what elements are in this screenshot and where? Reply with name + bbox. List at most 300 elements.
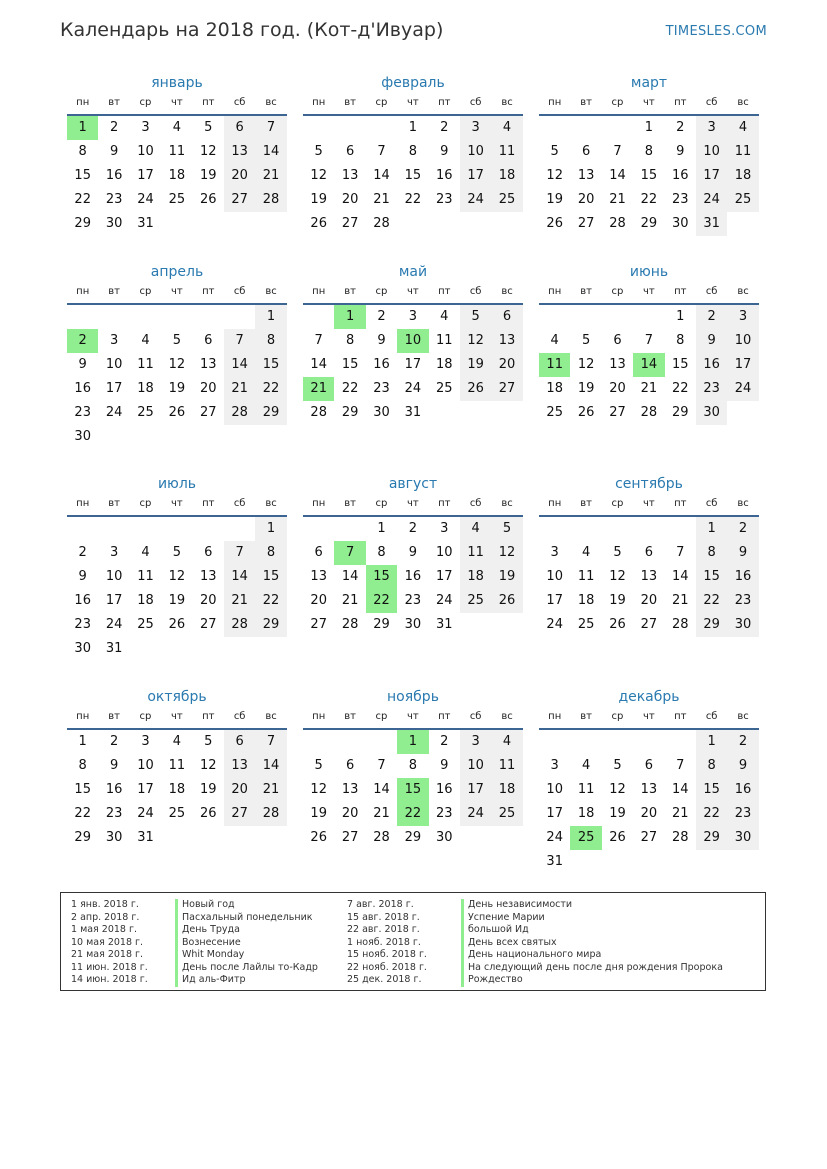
month-block — [539, 473, 759, 637]
day-cell: 21 — [373, 192, 390, 207]
empty-cell — [130, 637, 161, 661]
day-cell: 13 — [640, 569, 658, 584]
month-block — [67, 686, 287, 850]
month-name: октябрь — [147, 689, 207, 705]
day-cell: 6 — [224, 116, 255, 140]
weekday-label: пт — [438, 286, 451, 297]
day-cell: 13 — [224, 754, 255, 778]
legend-dates-left — [71, 899, 148, 987]
day-cell: 16 — [671, 168, 689, 183]
empty-cell — [224, 826, 255, 850]
day-cell: 17 — [105, 381, 123, 396]
weekday-label: чт — [407, 97, 419, 108]
day-cell: 23 — [373, 381, 390, 396]
day-cell: 23 — [435, 192, 453, 207]
empty-cell — [303, 305, 334, 329]
week-row — [539, 305, 759, 329]
day-cell: 5 — [314, 758, 323, 773]
day-cell: 16 — [435, 168, 453, 183]
day-cell: 26 — [491, 589, 522, 613]
day-cell: 10 — [460, 140, 491, 164]
holiday-day-cell: 2 — [67, 329, 98, 353]
day-cell: 3 — [460, 730, 491, 754]
empty-cell — [539, 517, 570, 541]
week-row — [539, 140, 759, 164]
day-cell: 15 — [696, 778, 727, 802]
legend-date: 10 мая 2018 г. — [71, 936, 144, 948]
day-cell: 17 — [105, 593, 123, 608]
weekday-label: ср — [139, 97, 152, 108]
month-block — [303, 686, 523, 850]
day-cell: 2 — [440, 734, 449, 749]
day-cell: 25 — [137, 617, 154, 632]
legend-holiday-name: Вознесение — [175, 937, 318, 950]
day-cell: 10 — [696, 140, 727, 164]
day-cell: 17 — [137, 782, 154, 797]
month-name: январь — [151, 75, 203, 91]
empty-cell — [366, 730, 397, 754]
day-cell: 31 — [435, 617, 453, 632]
day-cell: 30 — [74, 641, 91, 656]
day-cell: 20 — [199, 381, 217, 396]
empty-cell — [98, 425, 129, 449]
week-row — [303, 212, 523, 236]
day-cell: 28 — [671, 617, 689, 632]
day-cell: 26 — [199, 192, 217, 207]
day-cell: 20 — [199, 593, 217, 608]
legend-date: 25 дек. 2018 г. — [347, 974, 422, 985]
day-cell: 21 — [640, 381, 658, 396]
day-cell: 8 — [676, 333, 685, 348]
weekday-label: сб — [469, 286, 482, 297]
week-row — [67, 305, 287, 329]
day-cell: 11 — [460, 541, 491, 565]
day-cell: 8 — [78, 758, 87, 773]
day-cell: 7 — [377, 758, 386, 773]
empty-cell — [429, 212, 460, 236]
legend-date: 1 янв. 2018 г. — [71, 899, 139, 910]
empty-cell — [193, 637, 224, 661]
month-block — [303, 261, 523, 425]
day-cell: 22 — [696, 589, 727, 613]
day-cell: 20 — [341, 806, 359, 821]
week-row — [67, 140, 287, 164]
weekday-label: сб — [233, 711, 246, 722]
day-cell: 6 — [644, 758, 653, 773]
week-row — [539, 188, 759, 212]
weekday-label: пн — [76, 711, 90, 722]
day-cell: 21 — [671, 806, 689, 821]
day-cell: 26 — [609, 617, 626, 632]
day-cell: 6 — [491, 305, 522, 329]
empty-cell — [491, 613, 522, 637]
week-row — [67, 802, 287, 826]
day-cell: 17 — [404, 357, 422, 372]
day-cell: 11 — [137, 357, 154, 372]
day-cell: 19 — [199, 782, 217, 797]
weekday-label: пн — [548, 286, 562, 297]
day-cell: 23 — [404, 593, 422, 608]
legend-date: 11 июн. 2018 г. — [71, 961, 148, 973]
day-cell: 20 — [224, 164, 255, 188]
month-name: декабрь — [618, 689, 680, 705]
weekday-header — [539, 94, 759, 116]
day-cell: 4 — [141, 333, 150, 348]
day-cell: 9 — [78, 569, 87, 584]
day-cell: 1 — [255, 305, 286, 329]
day-cell: 13 — [310, 569, 327, 584]
week-row — [67, 517, 287, 541]
day-cell: 23 — [74, 405, 91, 420]
day-cell: 25 — [168, 806, 186, 821]
empty-cell — [161, 425, 192, 449]
day-cell: 5 — [204, 734, 213, 749]
day-cell: 6 — [644, 545, 653, 560]
day-cell: 27 — [224, 802, 255, 826]
weekday-label: вс — [265, 97, 277, 108]
week-row — [539, 541, 759, 565]
weekday-header — [539, 708, 759, 730]
day-cell: 29 — [671, 405, 689, 420]
empty-cell — [491, 401, 522, 425]
weekday-label: вс — [265, 498, 277, 509]
day-cell: 2 — [727, 517, 758, 541]
weekday-label: сб — [469, 711, 482, 722]
week-row — [539, 353, 759, 377]
day-cell: 2 — [109, 734, 119, 749]
day-cell: 14 — [224, 565, 255, 589]
day-cell: 18 — [491, 164, 522, 188]
day-cell: 8 — [255, 541, 286, 565]
day-cell: 25 — [137, 405, 154, 420]
day-cell: 13 — [640, 782, 658, 797]
day-cell: 25 — [460, 589, 491, 613]
weekday-label: пт — [202, 97, 215, 108]
day-cell: 14 — [373, 782, 390, 797]
legend-date: 1 нояб. 2018 г. — [347, 936, 421, 948]
day-cell: 15 — [255, 565, 286, 589]
empty-cell — [334, 517, 365, 541]
day-cell: 14 — [255, 754, 286, 778]
day-cell: 21 — [255, 778, 286, 802]
day-cell: 14 — [373, 168, 390, 183]
day-cell: 18 — [137, 593, 154, 608]
empty-cell — [303, 730, 334, 754]
day-cell: 30 — [404, 617, 422, 632]
empty-cell — [255, 826, 286, 850]
week-row — [67, 589, 287, 613]
day-cell: 17 — [727, 353, 758, 377]
day-cell: 14 — [609, 168, 626, 183]
empty-cell — [303, 517, 334, 541]
day-cell: 11 — [727, 140, 758, 164]
day-cell: 22 — [341, 381, 359, 396]
empty-cell — [130, 517, 161, 541]
day-cell: 14 — [341, 569, 359, 584]
day-cell: 20 — [310, 593, 327, 608]
day-cell: 30 — [696, 401, 727, 425]
weekday-label: пт — [202, 711, 215, 722]
day-cell: 27 — [341, 216, 359, 231]
weekday-label: вт — [108, 498, 120, 509]
weekday-label: пт — [438, 498, 451, 509]
day-cell: 30 — [435, 830, 453, 845]
week-row — [303, 730, 523, 754]
weekday-label: вс — [737, 711, 749, 722]
day-cell: 17 — [460, 778, 491, 802]
day-cell: 14 — [671, 569, 689, 584]
day-cell: 24 — [460, 802, 491, 826]
weekday-label: пн — [548, 711, 562, 722]
day-cell: 14 — [671, 782, 689, 797]
day-cell: 28 — [373, 216, 390, 231]
day-cell: 20 — [491, 353, 522, 377]
month-block — [539, 72, 759, 236]
day-cell: 10 — [546, 569, 563, 584]
day-cell: 2 — [109, 120, 119, 135]
week-row — [303, 329, 523, 353]
day-cell: 3 — [460, 116, 491, 140]
day-cell: 28 — [255, 802, 286, 826]
day-cell: 7 — [224, 541, 255, 565]
week-row — [67, 329, 287, 353]
day-cell: 3 — [696, 116, 727, 140]
week-row — [539, 116, 759, 140]
month-block — [67, 72, 287, 236]
day-cell: 24 — [460, 188, 491, 212]
weekday-label: пн — [312, 286, 326, 297]
weekday-header — [303, 94, 523, 116]
empty-cell — [460, 401, 491, 425]
day-cell: 21 — [341, 593, 359, 608]
day-cell: 27 — [199, 405, 217, 420]
day-cell: 26 — [168, 617, 186, 632]
empty-cell — [67, 517, 98, 541]
day-cell: 13 — [491, 329, 522, 353]
holiday-day-cell: 15 — [397, 778, 428, 802]
month-block — [303, 72, 523, 236]
day-cell: 12 — [310, 168, 327, 183]
day-cell: 11 — [577, 782, 595, 797]
day-cell: 12 — [491, 541, 522, 565]
day-cell: 3 — [408, 309, 417, 324]
weekday-label: ср — [139, 711, 152, 722]
legend-holiday-name: Whit Monday — [175, 949, 318, 962]
brand-link[interactable]: TIMESLES.COM — [665, 24, 767, 39]
day-cell: 8 — [644, 144, 653, 159]
weekday-label: вс — [501, 711, 513, 722]
day-cell: 11 — [137, 569, 154, 584]
day-cell: 15 — [404, 168, 422, 183]
day-cell: 5 — [613, 758, 622, 773]
day-cell: 28 — [224, 401, 255, 425]
empty-cell — [460, 613, 491, 637]
week-row — [67, 377, 287, 401]
week-row — [67, 565, 287, 589]
week-row — [67, 754, 287, 778]
day-cell: 2 — [727, 730, 758, 754]
day-cell: 5 — [314, 144, 323, 159]
day-cell: 6 — [314, 545, 323, 560]
day-cell: 17 — [460, 164, 491, 188]
empty-cell — [602, 730, 633, 754]
week-row — [539, 401, 759, 425]
day-cell: 25 — [435, 381, 453, 396]
weekday-label: вт — [580, 498, 592, 509]
day-cell: 2 — [408, 521, 417, 536]
day-cell: 25 — [168, 192, 186, 207]
empty-cell — [161, 212, 192, 236]
week-row — [67, 164, 287, 188]
weekday-label: вт — [108, 711, 120, 722]
day-cell: 6 — [224, 730, 255, 754]
empty-cell — [397, 212, 428, 236]
empty-cell — [665, 517, 696, 541]
month-name: февраль — [381, 75, 445, 91]
day-cell: 21 — [255, 164, 286, 188]
day-cell: 20 — [640, 593, 658, 608]
empty-cell — [665, 850, 696, 874]
week-row — [303, 613, 523, 637]
day-cell: 31 — [105, 641, 123, 656]
weekday-label: пн — [76, 97, 90, 108]
holiday-day-cell: 7 — [334, 541, 365, 565]
day-cell: 25 — [727, 188, 758, 212]
week-row — [67, 637, 287, 661]
day-cell: 31 — [546, 854, 563, 869]
day-cell: 24 — [404, 381, 422, 396]
day-cell: 9 — [727, 754, 758, 778]
weekday-label: вс — [265, 711, 277, 722]
weekday-label: сб — [705, 498, 718, 509]
day-cell: 19 — [310, 192, 327, 207]
day-cell: 2 — [676, 120, 685, 135]
day-cell: 30 — [74, 429, 91, 444]
day-cell: 22 — [255, 377, 286, 401]
weekday-label: вт — [344, 286, 356, 297]
weekday-label: сб — [705, 711, 718, 722]
day-cell: 12 — [310, 782, 327, 797]
month-name: март — [630, 75, 668, 91]
week-row — [539, 565, 759, 589]
day-cell: 2 — [78, 545, 87, 560]
day-cell: 12 — [460, 329, 491, 353]
day-cell: 23 — [671, 192, 689, 207]
weekday-label: чт — [171, 711, 183, 722]
day-cell: 15 — [74, 782, 91, 797]
week-row — [67, 401, 287, 425]
day-cell: 6 — [204, 333, 213, 348]
day-cell: 24 — [137, 806, 154, 821]
weekday-label: сб — [469, 498, 482, 509]
day-cell: 8 — [78, 144, 87, 159]
day-cell: 5 — [491, 517, 522, 541]
day-cell: 20 — [224, 778, 255, 802]
weekday-label: ср — [375, 97, 388, 108]
weekday-label: вт — [108, 286, 120, 297]
day-cell: 12 — [199, 758, 217, 773]
day-cell: 23 — [105, 192, 123, 207]
empty-cell — [224, 305, 255, 329]
day-cell: 10 — [137, 144, 154, 159]
legend-holiday-name: День после Лайлы то-Кадр — [175, 962, 318, 975]
weekday-header — [67, 495, 287, 517]
weekday-label: ср — [611, 286, 624, 297]
day-cell: 25 — [491, 802, 522, 826]
day-cell: 28 — [609, 216, 626, 231]
weekday-label: пн — [312, 97, 326, 108]
month-block — [303, 473, 523, 637]
page-title: Календарь на 2018 год. (Кот-д'Ивуар) — [60, 19, 444, 41]
day-cell: 4 — [172, 734, 181, 749]
day-cell: 31 — [137, 830, 154, 845]
day-cell: 17 — [137, 168, 154, 183]
day-cell: 23 — [696, 377, 727, 401]
week-row — [303, 589, 523, 613]
weekday-header — [67, 708, 287, 730]
month-name: июнь — [629, 264, 669, 280]
day-cell: 12 — [546, 168, 563, 183]
day-cell: 7 — [676, 758, 685, 773]
empty-cell — [98, 305, 129, 329]
weekday-label: ср — [611, 711, 624, 722]
day-cell: 5 — [172, 333, 181, 348]
week-row — [303, 778, 523, 802]
weekday-label: пн — [312, 498, 326, 509]
day-cell: 27 — [199, 617, 217, 632]
week-row — [303, 377, 523, 401]
weekday-label: ср — [139, 498, 152, 509]
day-cell: 25 — [491, 188, 522, 212]
day-cell: 15 — [74, 168, 91, 183]
day-cell: 11 — [491, 754, 522, 778]
legend-date: 2 апр. 2018 г. — [71, 911, 140, 923]
month-name: июль — [157, 476, 197, 492]
day-cell: 28 — [671, 830, 689, 845]
day-cell: 16 — [727, 565, 758, 589]
month-name: сентябрь — [615, 476, 683, 492]
day-cell: 2 — [377, 309, 386, 324]
weekday-label: вс — [501, 97, 513, 108]
day-cell: 23 — [727, 802, 758, 826]
day-cell: 18 — [168, 168, 186, 183]
day-cell: 7 — [255, 730, 286, 754]
week-row — [539, 164, 759, 188]
day-cell: 24 — [546, 830, 563, 845]
month-name: ноябрь — [387, 689, 439, 705]
empty-cell — [224, 637, 255, 661]
legend-holiday-name: Новый год — [175, 899, 318, 912]
legend-names-left — [175, 899, 318, 987]
empty-cell — [491, 826, 522, 850]
day-cell: 21 — [224, 589, 255, 613]
weekday-label: пт — [674, 97, 687, 108]
empty-cell — [161, 826, 192, 850]
day-cell: 24 — [727, 377, 758, 401]
weekday-label: пн — [76, 286, 90, 297]
day-cell: 26 — [460, 377, 491, 401]
day-cell: 1 — [377, 521, 386, 536]
day-cell: 2 — [440, 120, 449, 135]
weekday-label: сб — [233, 97, 246, 108]
day-cell: 16 — [696, 353, 727, 377]
weekday-header — [303, 283, 523, 305]
day-cell: 15 — [671, 357, 689, 372]
day-cell: 10 — [435, 545, 453, 560]
day-cell: 29 — [696, 826, 727, 850]
day-cell: 29 — [341, 405, 359, 420]
empty-cell — [570, 517, 601, 541]
